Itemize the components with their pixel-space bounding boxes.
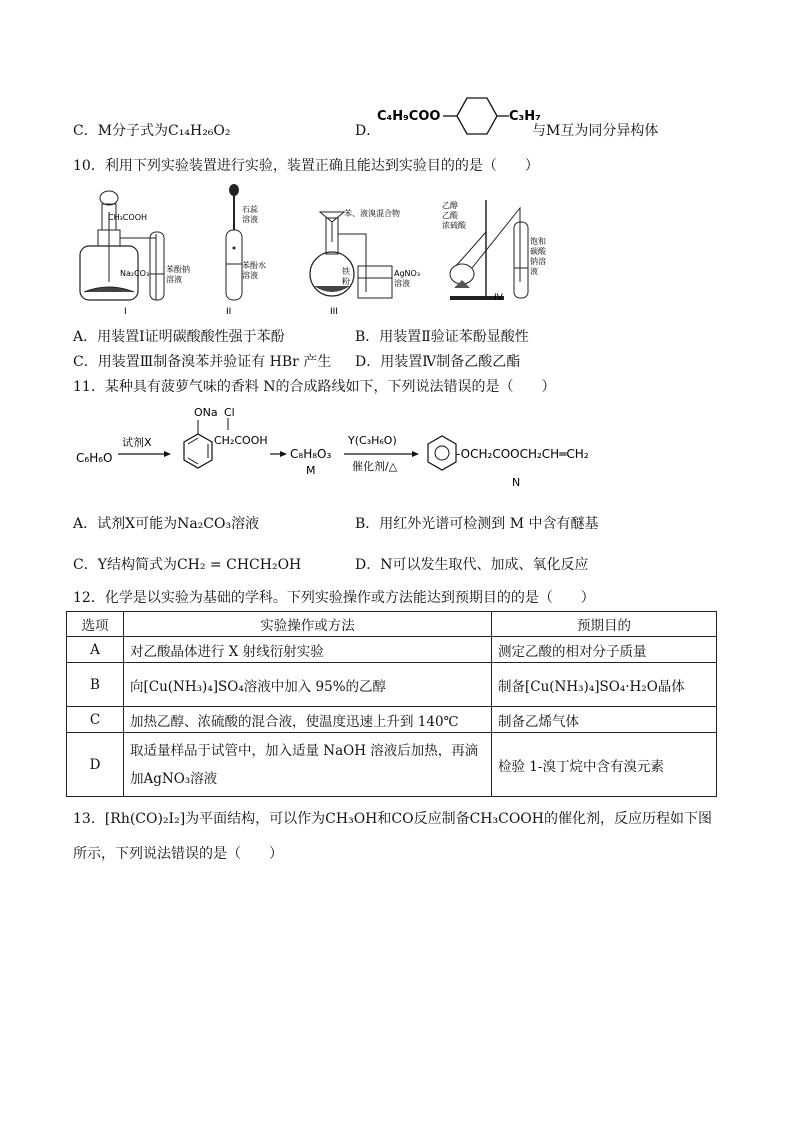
apparatus-i-label-2: Na₂CO₃ xyxy=(120,269,150,278)
q9-d-right-group: C₃H₇ xyxy=(509,109,541,124)
table-row xyxy=(67,663,717,707)
q11-option-d: D．N可以发生取代、加成、氧化反应 xyxy=(355,557,589,573)
row-operation xyxy=(124,733,492,797)
table-row xyxy=(67,707,717,733)
apparatus-ii-id: II xyxy=(226,307,232,317)
arrow-1-icon xyxy=(164,451,171,457)
q10-stem: 10．利用下列实验装置进行实验，装置正确且能达到实验目的的是（ ） xyxy=(73,158,539,174)
arrow-2-icon xyxy=(280,451,287,457)
route-start: C₆H₆O xyxy=(76,451,113,465)
route-cl: Cl xyxy=(224,406,235,419)
route-reagent-1: 试剂X xyxy=(122,436,152,449)
q9-option-d-suffix: 与M互为同分异构体 xyxy=(532,123,659,139)
row-option: C xyxy=(67,707,124,733)
q9-option-d-structure xyxy=(375,92,541,138)
route-reagent-2: Y(C₃H₆O) xyxy=(348,434,397,447)
row-goal: 测定乙酸的相对分子质量 xyxy=(492,637,717,663)
q10-option-a: A．用装置Ⅰ证明碳酸酸性强于苯酚 xyxy=(73,329,285,345)
route-n-chain: -OCH₂COOCH₂CH═CH₂ xyxy=(456,447,589,461)
row-goal: 检验 1-溴丁烷中含有溴元素 xyxy=(492,733,717,797)
q11-option-c: C．Y结构简式为CH₂ = CHCH₂OH xyxy=(73,557,302,573)
route-ona: ONa xyxy=(194,406,218,419)
apparatus-iv-label-1: 乙醇 xyxy=(442,201,458,210)
apparatus-iii-id: III xyxy=(330,307,338,317)
apparatus-iii-label-3: 粉 xyxy=(342,277,350,286)
header-goal: 预期目的 xyxy=(492,612,717,637)
apparatus-ii-label-2: 溶液 xyxy=(242,215,258,224)
q10-option-b: B．用装置Ⅱ验证苯酚显酸性 xyxy=(355,329,529,345)
row-operation-line-2: 加AgNO₃溶液 xyxy=(130,770,218,787)
apparatus-iii xyxy=(310,208,420,317)
q11-option-a: A．试剂X可能为Na₂CO₃溶液 xyxy=(73,516,260,532)
apparatus-iii-label-1: 苯、液溴混合物 xyxy=(344,209,400,218)
apparatus-iv-label-3: 浓硫酸 xyxy=(442,221,466,230)
q9-option-c: C．M分子式为C₁₄H₂₆O₂ xyxy=(73,123,231,139)
table-header-row xyxy=(67,612,717,637)
q10-apparatus-figure xyxy=(76,182,556,320)
apparatus-iv-label-7: 液 xyxy=(530,267,538,276)
row-operation: 向[Cu(NH₃)₄]SO₄溶液中加入 95%的乙醇 xyxy=(124,663,492,707)
benzene-ring-2-icon xyxy=(428,436,456,470)
apparatus-ii-label-4: 溶液 xyxy=(242,271,258,280)
arrow-3-icon xyxy=(412,451,419,457)
route-m-label: M xyxy=(306,464,316,477)
table-row xyxy=(67,733,717,797)
apparatus-iv-label-5: 碳酸 xyxy=(530,247,546,256)
row-operation: 加热乙醇、浓硫酸的混合液，使温度迅速上升到 140℃ xyxy=(124,707,492,733)
apparatus-iii-label-4: AgNO₃ xyxy=(394,269,421,278)
row-operation: 对乙酸晶体进行 X 射线衍射实验 xyxy=(124,637,492,663)
apparatus-i-label-3: 苯酚钠 xyxy=(166,265,190,274)
header-operation: 实验操作或方法 xyxy=(124,612,492,637)
apparatus-ii xyxy=(226,184,266,317)
apparatus-i-label-1: CH₃COOH xyxy=(108,213,148,222)
apparatus-i-id: I xyxy=(124,307,127,317)
q9-option-d-prefix: D． xyxy=(355,123,381,139)
cyclohexane-ring-icon xyxy=(457,98,497,134)
row-option: D xyxy=(67,733,124,797)
table-row xyxy=(67,637,717,663)
row-goal: 制备乙烯气体 xyxy=(492,707,717,733)
apparatus-ii-label-1: 石蕊 xyxy=(242,205,258,214)
q12-table xyxy=(66,611,717,797)
apparatus-iv-id: IV xyxy=(494,293,503,303)
route-n-label: N xyxy=(512,476,521,489)
route-chloroacetic: CH₂COOH xyxy=(214,434,268,447)
apparatus-i-label-4: 溶液 xyxy=(166,275,182,284)
q12-stem: 12．化学是以实验为基础的学科。下列实验操作或方法能达到预期目的的是（ ） xyxy=(73,590,595,606)
row-option: A xyxy=(67,637,124,663)
route-conditions: 催化剂/△ xyxy=(352,460,398,473)
q11-option-b: B．用红外光谱可检测到 M 中含有醚基 xyxy=(355,516,599,532)
apparatus-iii-label-5: 溶液 xyxy=(394,279,410,288)
q10-option-c: C．用装置Ⅲ制备溴苯并验证有 HBr 产生 xyxy=(73,354,332,370)
apparatus-iii-label-2: 铁 xyxy=(342,267,350,276)
apparatus-i xyxy=(80,191,190,317)
row-option: B xyxy=(67,663,124,707)
row-operation-line-1: 取适量样品于试管中，加入适量 NaOH 溶液后加热，再滴 xyxy=(130,742,479,759)
apparatus-iv-label-6: 钠溶 xyxy=(530,257,546,266)
apparatus-ii-label-3: 苯酚水 xyxy=(242,261,266,270)
apparatus-iv-label-4: 饱和 xyxy=(530,237,546,246)
q9-d-left-group: C₄H₉COO xyxy=(377,109,441,124)
apparatus-iv xyxy=(442,200,547,303)
q13-stem-line-2: 所示，下列说法错误的是（ ） xyxy=(73,846,283,862)
row-goal: 制备[Cu(NH₃)₄]SO₄·H₂O晶体 xyxy=(492,663,717,707)
q10-option-d: D．用装置Ⅳ制备乙酸乙酯 xyxy=(355,354,521,370)
q13-stem-line-1: 13．[Rh(CO)₂I₂]为平面结构，可以作为CH₃OH和CO反应制备CH₃COOH的催化剂，反应历程如下图 xyxy=(73,811,712,827)
route-m-formula: C₈H₈O₃ xyxy=(290,447,332,461)
q11-stem: 11．某种具有菠萝气味的香料 N的合成路线如下，下列说法错误的是（ ） xyxy=(73,379,556,395)
apparatus-iv-label-2: 乙酸 xyxy=(442,211,458,220)
q11-synthesis-route xyxy=(74,402,634,494)
header-option: 选项 xyxy=(67,612,124,637)
